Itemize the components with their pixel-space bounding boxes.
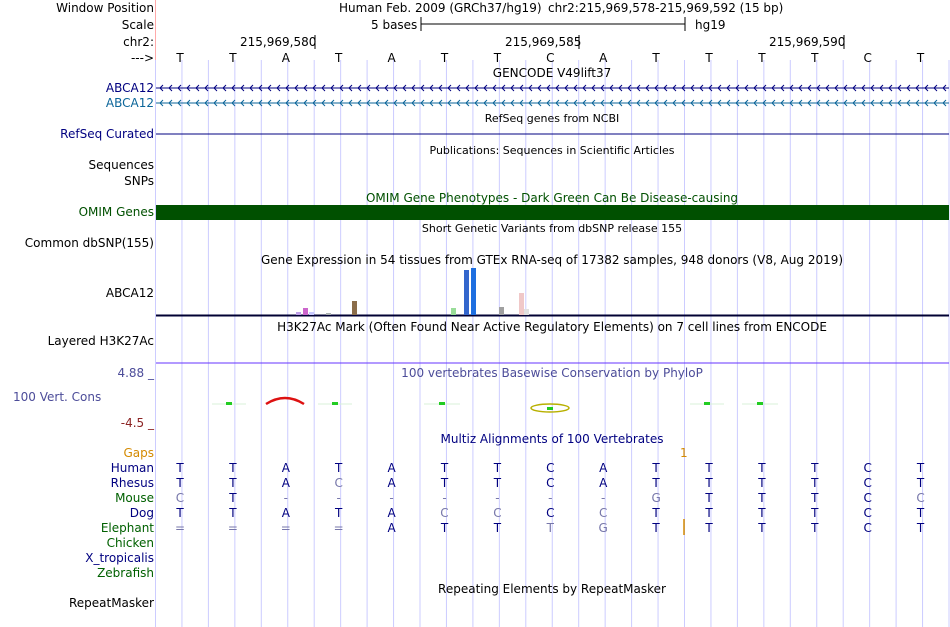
- alignment-base: A: [599, 461, 608, 475]
- alignment-base: T: [758, 491, 766, 505]
- cons-track-title: 100 vertebrates Basewise Conservation by PhyloP: [401, 366, 703, 380]
- base-letter: T: [176, 51, 184, 65]
- gtex-expression-bar: [524, 309, 529, 315]
- alignment-base: T: [811, 476, 819, 490]
- alignment-base: T: [758, 506, 766, 520]
- base-letter: T: [811, 51, 819, 65]
- base-letter: T: [758, 51, 766, 65]
- tick-label-2: 215,969,585: [505, 35, 582, 49]
- omim-track-title: OMIM Gene Phenotypes - Dark Green Can Be Disease-causing: [365, 191, 739, 205]
- species-label[interactable]: Chicken: [106, 536, 154, 550]
- alignment-base: A: [281, 461, 290, 475]
- base-letter: C: [546, 51, 555, 65]
- tick-label-1: 215,969,580: [240, 35, 317, 49]
- base-letter: T: [440, 51, 449, 65]
- alignment-base: C: [546, 461, 555, 475]
- base-letter: A: [387, 51, 396, 65]
- gtex-track-label[interactable]: ABCA12: [105, 286, 154, 300]
- refseq-track-label[interactable]: RefSeq Curated: [60, 127, 154, 141]
- alignment-base: T: [176, 461, 184, 475]
- alignment-base: T: [546, 521, 554, 535]
- alignment-base: -: [283, 491, 288, 505]
- gtex-expression-bar: [309, 312, 314, 315]
- gtex-expression-bar: [464, 270, 469, 315]
- alignment-base: G: [651, 491, 661, 505]
- alignment-base: A: [387, 506, 396, 520]
- alignment-base: -: [442, 491, 447, 505]
- alignment-base: C: [546, 476, 555, 490]
- dbsnp-track-label[interactable]: Common dbSNP(155): [24, 236, 154, 250]
- alignment-base: T: [811, 521, 819, 535]
- base-letter: T: [335, 51, 343, 65]
- base-letter: A: [599, 51, 608, 65]
- alignment-base: C: [916, 491, 925, 505]
- alignment-base: T: [176, 476, 184, 490]
- alignment-base: T: [493, 461, 502, 475]
- gtex-expression-bar: [296, 312, 301, 315]
- base-letter: T: [229, 51, 237, 65]
- species-label[interactable]: Rhesus: [110, 476, 154, 490]
- alignment-base: T: [652, 506, 660, 520]
- alignment-base: =: [280, 521, 291, 535]
- alignment-base: T: [811, 461, 819, 475]
- cons-score-mark: [226, 402, 232, 405]
- gtex-expression-bar: [519, 293, 524, 315]
- alignment-base: A: [387, 461, 396, 475]
- alignment-base: -: [495, 491, 500, 505]
- gencode-gene-label-1[interactable]: ABCA12: [105, 81, 154, 95]
- alignment-base: T: [916, 461, 925, 475]
- species-label[interactable]: Elephant: [100, 521, 154, 535]
- alignment-base: -: [389, 491, 394, 505]
- cons-score-mark: [332, 402, 338, 405]
- refseq-track-title: RefSeq genes from NCBI: [484, 112, 620, 125]
- alignment-base: T: [705, 506, 713, 520]
- cons-negative-arc: [266, 398, 304, 404]
- gtex-expression-bar: [451, 308, 456, 315]
- alignment-base: A: [387, 521, 396, 535]
- base-letter: T: [916, 51, 925, 65]
- alignment-base: T: [229, 506, 237, 520]
- window-title: Human Feb. 2009 (GRCh37/hg19): [339, 1, 542, 15]
- cons-score-mark: [439, 402, 445, 405]
- pubs-track-label[interactable]: Sequences: [88, 158, 154, 172]
- gaps-value: 1: [680, 446, 688, 460]
- alignment-base: -: [548, 491, 553, 505]
- alignment-base: T: [916, 506, 925, 520]
- alignment-base: C: [863, 506, 872, 520]
- alignment-base: C: [546, 506, 555, 520]
- h3k27ac-track-label[interactable]: Layered H3K27Ac: [47, 334, 154, 348]
- multiz-track-title: Multiz Alignments of 100 Vertebrates: [440, 432, 664, 446]
- alignment-base: C: [334, 476, 343, 490]
- alignment-base: C: [863, 521, 872, 535]
- cons-max-label: 4.88 _: [117, 366, 154, 380]
- alignment-base: =: [333, 521, 344, 535]
- repeat-track-label[interactable]: RepeatMasker: [68, 596, 154, 610]
- base-letter: C: [863, 51, 872, 65]
- alignment-base: T: [440, 521, 449, 535]
- gencode-gene-label-2[interactable]: ABCA12: [105, 96, 154, 110]
- dbsnp-track-title: Short Genetic Variants from dbSNP release 155: [421, 222, 683, 235]
- gtex-expression-bar: [303, 308, 308, 315]
- alignment-base: T: [758, 476, 766, 490]
- alignment-base: C: [175, 491, 185, 505]
- alignment-base: C: [863, 461, 872, 475]
- alignment-base: T: [229, 491, 237, 505]
- gtex-expression-bar: [352, 301, 357, 315]
- alignment-base: T: [440, 461, 449, 475]
- species-label[interactable]: Mouse: [115, 491, 154, 505]
- species-label[interactable]: Human: [110, 461, 154, 475]
- window-coords: chr2:215,969,578-215,969,592 (15 bp): [548, 1, 784, 15]
- alignment-base: T: [916, 521, 925, 535]
- alignment-base: C: [440, 506, 449, 520]
- alignment-base: T: [916, 476, 925, 490]
- chrom-label: chr2:: [123, 35, 154, 49]
- base-letter: T: [493, 51, 502, 65]
- cons-min-label: -4.5 _: [120, 416, 154, 430]
- snps-track-label[interactable]: SNPs: [124, 174, 154, 188]
- alignment-base: =: [227, 521, 238, 535]
- alignment-base: T: [811, 491, 819, 505]
- alignment-base: T: [652, 461, 660, 475]
- alignment-base: C: [863, 491, 872, 505]
- alignment-base: T: [811, 506, 819, 520]
- h3k27ac-track-title: H3K27Ac Mark (Often Found Near Active Regulatory Elements) on 7 cell lines from ENCODE: [277, 320, 827, 334]
- alignment-base: C: [493, 506, 502, 520]
- alignment-base: -: [601, 491, 606, 505]
- alignment-base: T: [493, 521, 502, 535]
- alignment-base: C: [863, 476, 872, 490]
- alignment-base: T: [705, 461, 713, 475]
- alignment-base: T: [652, 521, 660, 535]
- omim-track-label[interactable]: OMIM Genes: [78, 205, 154, 219]
- cons-score-mark: [547, 407, 553, 410]
- alignment-base: A: [281, 506, 290, 520]
- pubs-track-title: Publications: Sequences in Scientific Articles: [429, 144, 675, 157]
- base-letter: T: [652, 51, 660, 65]
- alignment-base: T: [493, 476, 502, 490]
- cons-score-mark: [757, 402, 763, 405]
- alignment-base: T: [652, 476, 660, 490]
- window-position-label: Window Position: [56, 1, 154, 15]
- alignment-base: A: [387, 476, 396, 490]
- gtex-track-title: Gene Expression in 54 tissues from GTEx RNA-seq of 17382 samples, 948 donors (V8, Aug 2019): [260, 253, 844, 267]
- omim-gene-bar: [156, 205, 949, 220]
- alignment-base: C: [598, 506, 608, 520]
- alignment-base: A: [599, 476, 608, 490]
- gtex-expression-bar: [471, 268, 476, 315]
- alignment-base: T: [758, 461, 766, 475]
- base-letter: T: [705, 51, 713, 65]
- scale-label: Scale: [121, 18, 154, 32]
- scale-text: 5 bases: [371, 18, 418, 32]
- cons-score-mark: [704, 402, 710, 405]
- gtex-expression-bar: [326, 313, 331, 315]
- gencode-track-title: GENCODE V49lift37: [492, 66, 612, 80]
- alignment-base: T: [176, 506, 184, 520]
- alignment-base: T: [758, 521, 766, 535]
- repeat-track-title: Repeating Elements by RepeatMasker: [438, 582, 666, 596]
- alignment-base: -: [336, 491, 341, 505]
- alignment-base: T: [440, 476, 449, 490]
- alignment-base: T: [335, 461, 343, 475]
- cons-track-label[interactable]: 100 Vert. Cons: [13, 390, 102, 404]
- base-letter: A: [281, 51, 290, 65]
- alignment-base: T: [705, 521, 713, 535]
- alignment-base: T: [705, 491, 713, 505]
- tick-label-3: 215,969,590: [769, 35, 846, 49]
- species-label[interactable]: Zebrafish: [97, 566, 154, 580]
- alignment-base: T: [705, 476, 713, 490]
- alignment-base: A: [281, 476, 290, 490]
- strand-label: --->: [130, 51, 154, 65]
- alignment-base: T: [229, 461, 237, 475]
- assembly-label: hg19: [695, 18, 726, 32]
- alignment-base: G: [598, 521, 608, 535]
- alignment-base: =: [174, 521, 186, 535]
- species-label[interactable]: Dog: [129, 506, 154, 520]
- gaps-label[interactable]: Gaps: [123, 446, 154, 460]
- alignment-base: T: [229, 476, 237, 490]
- species-label[interactable]: X_tropicalis: [85, 551, 154, 565]
- alignment-base: T: [335, 506, 343, 520]
- gtex-expression-bar: [499, 307, 504, 315]
